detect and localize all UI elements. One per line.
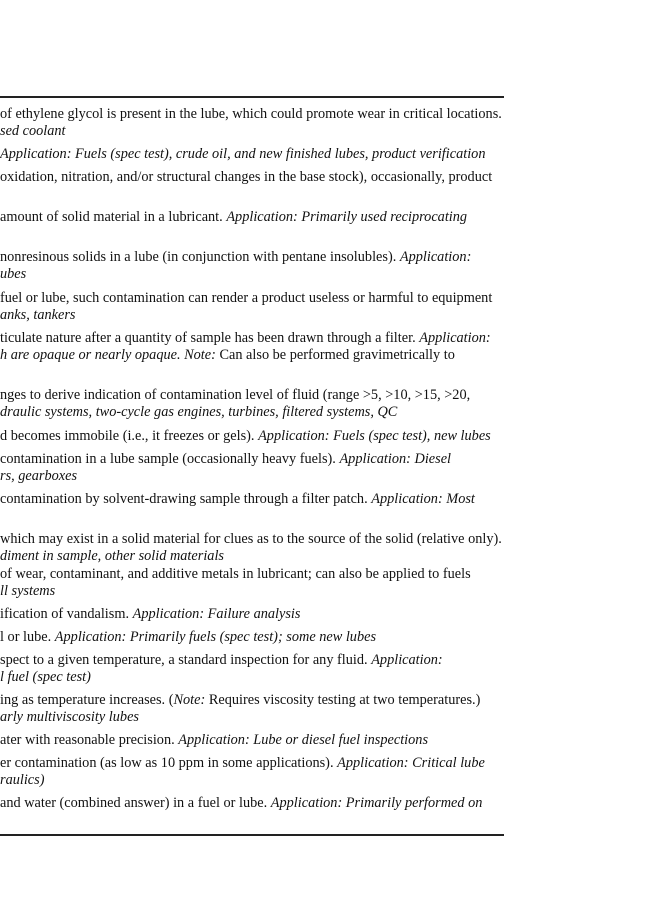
text-line xyxy=(0,709,139,725)
italic-text: raulics) xyxy=(0,772,45,788)
italic-text: diment in sample, other solid materials xyxy=(0,548,224,564)
text-line xyxy=(0,772,44,788)
italic-text: Application: Primarily performed on xyxy=(270,795,483,811)
italic-text: Application: Diesel xyxy=(339,451,452,467)
text-line xyxy=(0,123,66,139)
text-line xyxy=(0,347,455,363)
text-line xyxy=(0,692,480,708)
text-line xyxy=(0,428,491,444)
text-line xyxy=(0,669,91,685)
italic-text: arly multiviscosity lubes xyxy=(0,709,139,725)
text-line xyxy=(0,146,485,162)
italic-text: Application: xyxy=(419,330,491,346)
italic-text: Note: xyxy=(173,692,209,708)
body-text: nonresinous solids in a lube (in conjunction with pentane insolubles). xyxy=(0,249,400,265)
body-text: er contamination (as low as 10 ppm in some applications). xyxy=(0,755,338,771)
italic-text: Application: Lube or diesel fuel inspections xyxy=(178,732,429,748)
italic-text: Application: Fuels (spec test), crude oil, and new finished lubes, product verification xyxy=(0,146,486,162)
body-text: and water (combined answer) in a fuel or lube. xyxy=(0,795,271,811)
text-line xyxy=(0,795,482,811)
italic-text: Application: Critical lube xyxy=(337,755,485,771)
body-text: l or lube. xyxy=(0,629,55,645)
text-line xyxy=(0,249,471,265)
text-line xyxy=(0,652,443,668)
text-line xyxy=(0,732,428,748)
text-line xyxy=(0,266,26,282)
body-text: of wear, contaminant, and additive metals in lubricant; can also be applied to fuels xyxy=(0,566,471,582)
text-line xyxy=(0,387,470,403)
italic-text: Application: xyxy=(371,652,443,668)
body-text: amount of solid material in a lubricant. xyxy=(0,209,227,225)
italic-text: l fuel (spec test) xyxy=(0,669,91,685)
body-text: which may exist in a solid material for clues as to the source of the solid (relative only). xyxy=(0,531,502,547)
text-line xyxy=(0,330,491,346)
body-text: of ethylene glycol is present in the lube, which could promote wear in critical locations. xyxy=(0,106,502,122)
text-line xyxy=(0,169,492,185)
italic-text: sed coolant xyxy=(0,123,66,139)
table-top-rule xyxy=(0,96,504,98)
body-text: Requires viscosity testing at two temperatures.) xyxy=(208,692,481,708)
italic-text: ll systems xyxy=(0,583,56,599)
text-line xyxy=(0,629,376,645)
italic-text: Application: Fuels (spec test), new lubes xyxy=(258,428,491,444)
text-line xyxy=(0,531,502,547)
italic-text: h are opaque or nearly opaque. xyxy=(0,347,185,363)
body-text: Can also be performed gravimetrically to xyxy=(219,347,455,363)
body-text: ing as temperature increases. ( xyxy=(0,692,174,708)
italic-text: rs, gearboxes xyxy=(0,468,78,484)
italic-text: Application: xyxy=(399,249,472,265)
body-text: contamination by solvent-drawing sample through a filter patch. xyxy=(0,491,372,507)
text-line xyxy=(0,606,300,622)
body-text: oxidation, nitration, and/or structural changes in the base stock), occasionally, product xyxy=(0,169,493,185)
italic-text: anks, tankers xyxy=(0,307,76,323)
table-bottom-rule xyxy=(0,834,504,836)
italic-text: Application: Most xyxy=(371,491,475,507)
body-text: nges to derive indication of contamination level of fluid (range >5, >10, >15, >20, xyxy=(0,387,471,403)
italic-text: draulic systems, two-cycle gas engines, turbines, filtered systems, QC xyxy=(0,404,398,420)
text-line xyxy=(0,583,55,599)
text-line xyxy=(0,290,492,306)
text-line xyxy=(0,755,485,771)
body-text: ification of vandalism. xyxy=(0,606,133,622)
text-line xyxy=(0,451,451,467)
text-line xyxy=(0,404,397,420)
italic-text: Application: Failure analysis xyxy=(132,606,301,622)
italic-text: Application: Primarily used reciprocating xyxy=(226,209,468,225)
text-line xyxy=(0,106,502,122)
text-line xyxy=(0,468,77,484)
text-line xyxy=(0,548,224,564)
italic-text: Application: Primarily fuels (spec test); some new lubes xyxy=(54,629,377,645)
text-line xyxy=(0,491,475,507)
italic-text: Note: xyxy=(184,347,220,363)
body-text: fuel or lube, such contamination can render a product useless or harmful to equipment xyxy=(0,290,493,306)
text-line xyxy=(0,209,467,225)
body-text: ater with reasonable precision. xyxy=(0,732,179,748)
body-text: contamination in a lube sample (occasionally heavy fuels). xyxy=(0,451,340,467)
italic-text: ubes xyxy=(0,266,27,282)
body-text: spect to a given temperature, a standard inspection for any fluid. xyxy=(0,652,372,668)
body-text: ticulate nature after a quantity of sample has been drawn through a filter. xyxy=(0,330,420,346)
text-line xyxy=(0,307,75,323)
body-text: d becomes immobile (i.e., it freezes or gels). xyxy=(0,428,259,444)
text-line xyxy=(0,566,471,582)
